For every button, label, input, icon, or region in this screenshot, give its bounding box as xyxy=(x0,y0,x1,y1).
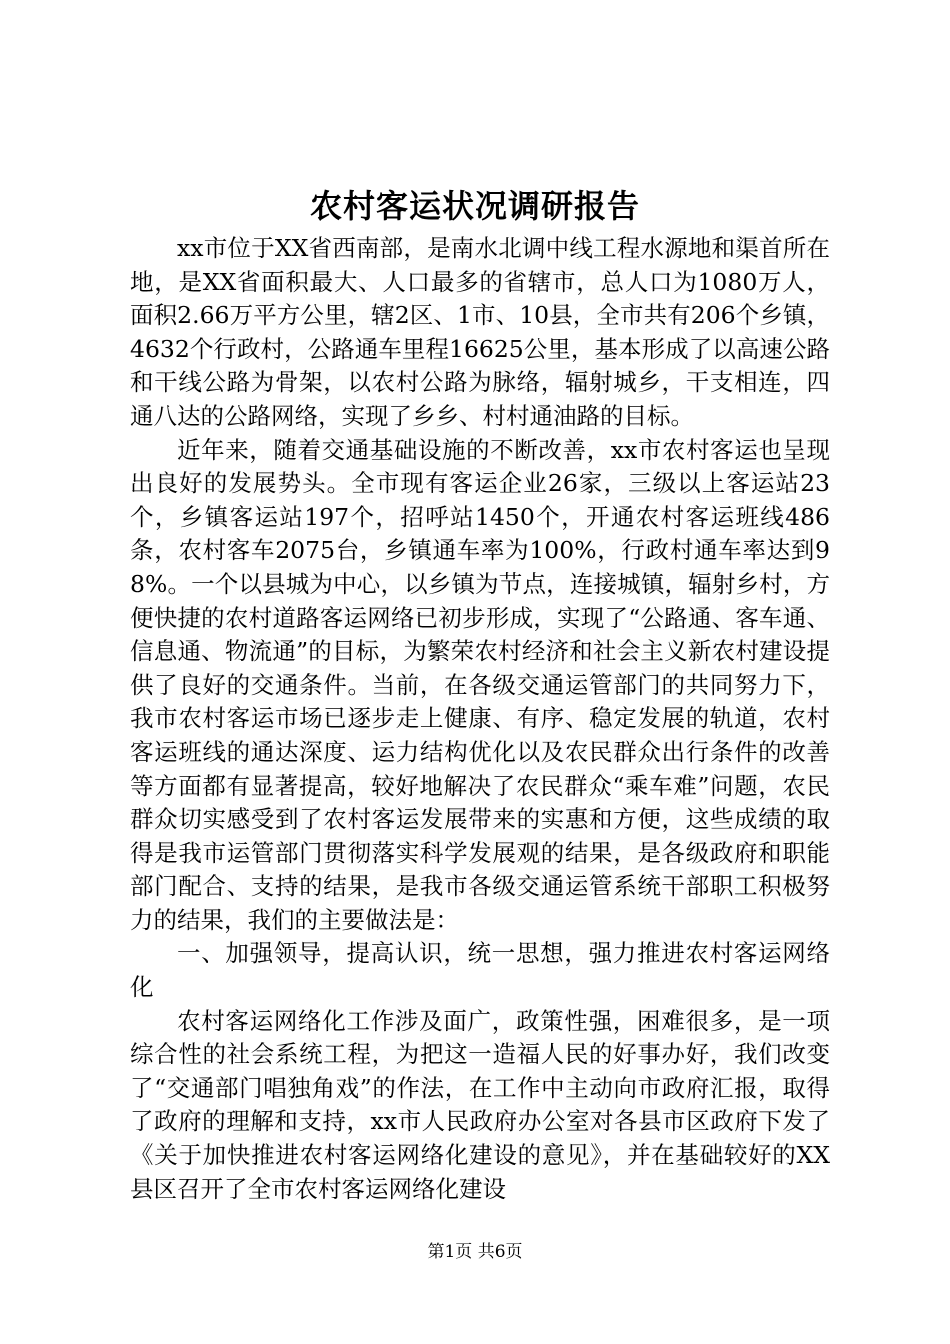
page-footer: 第1页 共6页 xyxy=(427,1242,523,1262)
paragraph-intro: xx市位于XX省西南部，是南水北调中线工程水源地和渠首所在地，是XX省面积最大、人口最多的省辖市，总人口为1080万人，面积2.66万平方公里，辖2区、1市、10县，全市共有206个乡镇，4632个行政村，公路通车里程16625公里，基本形成了以高速公路和干线公路为骨架，以农村公路为脉络，辐射城乡，干支相连，四通八达的公路网络，实现了乡乡、村村通油路的目标。 xyxy=(130,234,830,430)
paragraph-network: 农村客运网络化工作涉及面广，政策性强，困难很多，是一项综合性的社会系统工程，为把这一造福人民的好事办好，我们改变了“交通部门唱独角戏”的作法，在工作中主动向市政府汇报，取得了政府的理解和支持，xx市人民政府办公室对各县市区政府下发了《关于加快推进农村客运网络化建设的意见》，并在基础较好的XX县区召开了全市农村客运网络化建设 xyxy=(130,1006,830,1203)
document-title: 农村客运状况调研报告 xyxy=(309,187,640,225)
document-body xyxy=(130,232,830,1206)
section-heading-1: 一、加强领导，提高认识，统一思想，强力推进农村客运网络化 xyxy=(130,939,830,1002)
paragraph-development: 近年来，随着交通基础设施的不断改善，xx市农村客运也呈现出良好的发展势头。全市现有客运企业26家，三级以上客运站23个，乡镇客运站197个，招呼站1450个，开通农村客运班线486条，农村客车2075台，乡镇通车率为100%，行政村通车率达到98%。一个以县城为中心，以乡镇为节点，连接城镇，辐射乡村，方便快捷的农村道路客运网络已初步形成，实现了“公路通、客车通、信息通、物流通”的目标，为繁荣农村经济和社会主义新农村建设提供了良好的交通条件。当前，在各级交通运管部门的共同努力下，我市农村客运市场已逐步走上健康、有序、稳定发展的轨道，农村客运班线的通达深度、运力结构优化以及农民群众出行条件的改善等方面都有显著提高，较好地解决了农民群众“乘车难”问题，农民群众切实感受到了农村客运发展带来的实惠和方便，这些成绩的取得是我市运管部门贯彻落实科学发展观的结果，是各级政府和职能部门配合、支持的结果，是我市各级交通运管系统干部职工积极努力的结果，我们的主要做法是： xyxy=(130,435,830,934)
